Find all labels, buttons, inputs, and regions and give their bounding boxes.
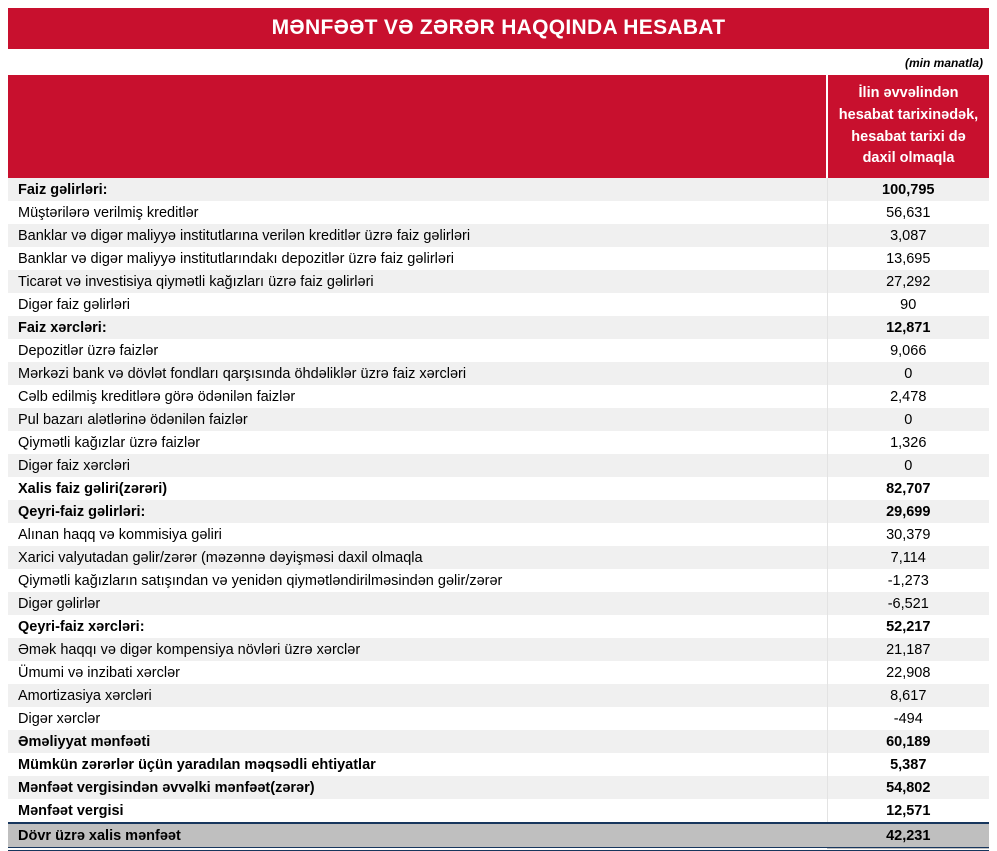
row-value: 0 (827, 408, 989, 431)
table-row (8, 546, 989, 569)
row-value: 7,114 (827, 546, 989, 569)
table-row (8, 178, 989, 201)
row-label: Xalis faiz gəliri(zərəri) (18, 480, 168, 497)
table-row (8, 753, 989, 776)
row-value: 42,231 (827, 823, 989, 849)
table-row (8, 730, 989, 753)
row-value: 82,707 (827, 477, 989, 500)
row-value: 5,387 (827, 753, 989, 776)
row-label: Mümkün zərərlər üçün yaradılan məqsədli ehtiyatlar (18, 756, 376, 773)
row-label: Qiymətli kağızlar üzrə faizlər (18, 434, 201, 451)
row-label: Banklar və digər maliyyə institutlarına verilən kreditlər üzrə faiz gəlirləri (18, 227, 471, 244)
table-row (8, 362, 989, 385)
table-row (8, 615, 989, 638)
row-label: Alınan haqq və kommisiya gəliri (18, 526, 222, 543)
row-value: -494 (827, 707, 989, 730)
table-row (8, 408, 989, 431)
value-column-header: İlin əvvəlindən hesabat tarixinədək, hesabat tarixi də daxil olmaqla (827, 75, 989, 178)
row-label: Ümumi və inzibati xərclər (18, 664, 180, 681)
table-row (8, 707, 989, 730)
row-value: 2,478 (827, 385, 989, 408)
page-title: MƏNFƏƏT VƏ ZƏRƏR HAQQINDA HESABAT (8, 8, 989, 49)
row-label: Faiz gəlirləri: (18, 181, 108, 198)
table-row (8, 638, 989, 661)
row-label: Pul bazarı alətlərinə ödənilən faizlər (18, 411, 248, 428)
table-row (8, 569, 989, 592)
row-value: 1,326 (827, 431, 989, 454)
table-row (8, 339, 989, 362)
table-body (8, 178, 989, 849)
table-row (8, 592, 989, 615)
row-label: Xarici valyutadan gəlir/zərər (məzənnə dəyişməsi daxil olmaqla (18, 549, 423, 566)
table-row (8, 201, 989, 224)
row-label: Müştərilərə verilmiş kreditlər (18, 204, 199, 221)
row-value: 9,066 (827, 339, 989, 362)
table-row (8, 224, 989, 247)
row-value: 52,217 (827, 615, 989, 638)
row-value: 0 (827, 454, 989, 477)
row-label: Əməliyyat mənfəəti (18, 733, 151, 750)
row-label: Digər xərclər (18, 710, 101, 727)
table-row (8, 500, 989, 523)
label-column-header (8, 75, 827, 178)
row-value: 21,187 (827, 638, 989, 661)
row-label: Banklar və digər maliyyə institutlarındakı depozitlər üzrə faiz gəlirləri (18, 250, 454, 267)
row-value: 54,802 (827, 776, 989, 799)
row-value: 30,379 (827, 523, 989, 546)
table-row (8, 523, 989, 546)
row-label: Mənfəət vergisi (18, 802, 124, 819)
row-label: Ticarət və investisiya qiymətli kağızları üzrə faiz gəlirləri (18, 273, 374, 290)
table-row (8, 385, 989, 408)
row-label: Mərkəzi bank və dövlət fondları qarşısında öhdəliklər üzrə faiz xərcləri (18, 365, 467, 382)
row-value: 100,795 (827, 178, 989, 201)
row-label: Depozitlər üzrə faizlər (18, 342, 159, 359)
row-value: 12,871 (827, 316, 989, 339)
table-row (8, 247, 989, 270)
unit-note: (min manatla) (904, 56, 983, 70)
row-value: 27,292 (827, 270, 989, 293)
row-value: 13,695 (827, 247, 989, 270)
row-value: 12,571 (827, 799, 989, 823)
row-label: Amortizasiya xərcləri (18, 687, 152, 704)
table-row (8, 316, 989, 339)
row-label: Qeyri-faiz gəlirləri: (18, 503, 146, 520)
row-label: Digər gəlirlər (18, 595, 101, 612)
row-value: 22,908 (827, 661, 989, 684)
row-label: Qiymətli kağızların satışından və yenidən qiymətləndirilməsindən gəlir/zərər (18, 572, 503, 589)
row-value: 3,087 (827, 224, 989, 247)
table-row (8, 454, 989, 477)
row-label: Mənfəət vergisindən əvvəlki mənfəət(zərər) (18, 779, 315, 796)
row-label: Əmək haqqı və digər kompensiya növləri üzrə xərclər (18, 641, 361, 658)
row-label: Digər faiz xərcləri (18, 457, 130, 474)
row-value: 60,189 (827, 730, 989, 753)
row-value: 56,631 (827, 201, 989, 224)
table-row (8, 293, 989, 316)
table-row (8, 799, 989, 823)
row-value: 0 (827, 362, 989, 385)
table-header-row (8, 75, 989, 178)
profit-loss-table (8, 75, 989, 851)
table-row (8, 661, 989, 684)
table-row (8, 270, 989, 293)
row-value: 8,617 (827, 684, 989, 707)
row-value: 90 (827, 293, 989, 316)
table-row (8, 823, 989, 849)
row-value: -1,273 (827, 569, 989, 592)
row-label: Digər faiz gəlirləri (18, 296, 131, 313)
row-label: Qeyri-faiz xərcləri: (18, 618, 145, 635)
table-row (8, 477, 989, 500)
row-label: Dövr üzrə xalis mənfəət (18, 827, 181, 844)
row-label: Faiz xərcləri: (18, 319, 107, 336)
table-row (8, 684, 989, 707)
row-label: Cəlb edilmiş kreditlərə görə ödənilən faizlər (18, 388, 296, 405)
table-row (8, 776, 989, 799)
row-value: -6,521 (827, 592, 989, 615)
row-value: 29,699 (827, 500, 989, 523)
table-row (8, 431, 989, 454)
